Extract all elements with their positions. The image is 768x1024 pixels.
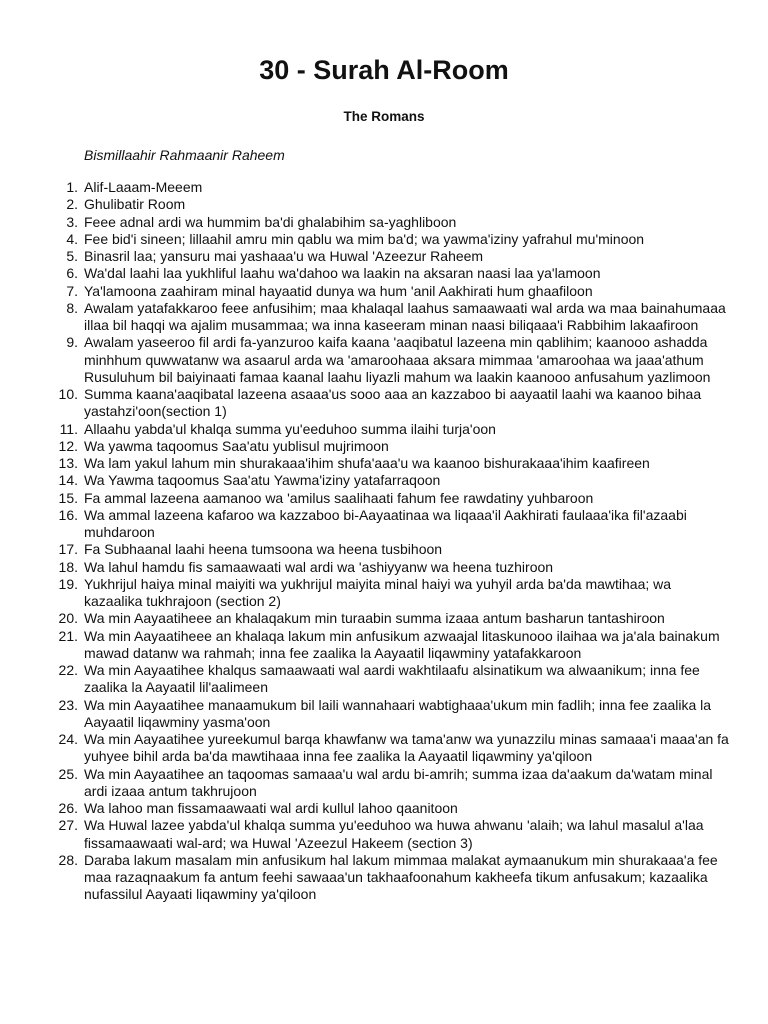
- bismillah-line: Bismillaahir Rahmaanir Raheem: [84, 147, 285, 163]
- verse-text: Wa min Aayaatihee yureekumul barqa khawfanw wa tama'anw wa yunazzilu minas samaaa'i maaa'an fa yuhyee bihil arda ba'da mawtihaaa inna fee zaalika la Aayaatil liqawminy ya'qiloon: [84, 731, 729, 765]
- verse-item: [66, 179, 729, 196]
- verse-item: [66, 213, 729, 231]
- verse-item: [58, 627, 729, 663]
- verse-text: Wa Huwal lazee yabda'ul khalqa summa yu'eeduhoo wa huwa ahwanu 'alaih; wa lahul masalul a'laa fissamaawaati wal-ard; wa Huwal 'Azeezul Hakeem (section 3): [84, 817, 704, 851]
- verse-text: Wa yawma taqoomus Saa'atu yublisul mujrimoon: [84, 437, 389, 454]
- verse-text: Wa Yawma taqoomus Saa'atu Yawma'iziny yatafarraqoon: [84, 472, 441, 489]
- verse-item: [58, 851, 729, 904]
- verse-item: [58, 455, 729, 472]
- verse-number: 21.: [58, 627, 78, 644]
- verse-text: Wa lam yakul lahum min shurakaaa'ihim shufa'aaa'u wa kaanoo bishurakaaa'ihim kaafireen: [84, 455, 650, 471]
- verse-item: [58, 696, 729, 732]
- verse-item: [58, 662, 729, 697]
- verse-item: [66, 230, 729, 248]
- verse-item: [66, 299, 729, 335]
- verse-number: 25.: [58, 765, 78, 782]
- verse-text: Wa ammal lazeena kafaroo wa kazzaboo bi-Aayaatinaa wa liqaaa'il Aakhirati faulaaa'ika fil'azaabi muhdaroon: [84, 506, 687, 540]
- verse-text: Fa ammal lazeena aamanoo wa 'amilus saalihaati fahum fee rawdatiny yuhbaroon: [84, 489, 594, 506]
- verse-item: [66, 248, 729, 265]
- verse-item: [59, 420, 729, 438]
- verse-text: Awalam yaseeroo fil ardi fa-yanzuroo kaifa kaana 'aaqibatul lazeena min qablihim; kaanooo ashadda minhhum quwwatanw wa asaarul arda wa 'amaroohaaa aksara mimmaa 'amaroohaa wa jaaa'athum Rusuluhum bil baiyinaati famaa kaanal laahu liyazli mahum wa laakin kaanooo anfusahum yazlimoon: [84, 334, 711, 385]
- verse-item: [58, 765, 729, 801]
- verse-text: Wa min Aayaatiheee an khalaqa lakum min anfusikum azwaajal litaskunooo ilaihaa wa ja'ala bainakum mawad datanw wa rahmah; inna fee zaalika la Aayaatil liqawminy yatafakkaroon: [84, 627, 720, 661]
- page-subtitle: The Romans: [343, 109, 425, 124]
- verse-item: [66, 282, 729, 300]
- verse-text: Wa lahul hamdu fis samaawaati wal ardi wa 'ashiyyanw wa heena tuzhiroon: [84, 558, 554, 575]
- verse-number: 15.: [58, 489, 78, 506]
- verse-text: Fee bid'i sineen; lillaahil amru min qablu wa mim ba'd; wa yawma'iziny yafrahul mu'minoon: [84, 230, 645, 247]
- verse-number: 16.: [58, 506, 78, 523]
- verse-number: 23.: [58, 696, 78, 713]
- verse-number: 10.: [58, 386, 78, 402]
- verse-text: Ya'lamoona zaahiram minal hayaatid dunya wa hum 'anil Aakhirati hum ghaafiloon: [84, 282, 593, 299]
- verse-text: Yukhrijul haiya minal maiyiti wa yukhrijul maiyita minal haiyi wa yuhyil arda ba'da mawtihaa; wa kazaalika tukhrajoon (section 2): [84, 575, 672, 609]
- verse-item: [58, 386, 729, 421]
- verse-item: [58, 731, 729, 766]
- verse-number: 20.: [58, 610, 78, 627]
- verse-text: Binasril laa; yansuru mai yashaaa'u wa Huwal 'Azeezur Raheem: [84, 248, 484, 264]
- verse-item: [58, 472, 729, 489]
- verse-number: 27.: [58, 817, 78, 834]
- verse-number: 11.: [59, 420, 78, 437]
- verse-item: [66, 265, 729, 282]
- verse-item: [58, 800, 729, 817]
- verse-item: [58, 610, 729, 627]
- verse-text: Wa min Aayaatihee manaamukum bil laili wannahaari wabtighaaa'ukum min fadlih; inna fee zaalika la Aayaatil liqawminy yasma'oon: [84, 696, 712, 730]
- verse-item: [58, 489, 729, 507]
- verse-number: 9.: [66, 334, 78, 351]
- verse-number: 13.: [58, 455, 78, 471]
- verse-text: Allaahu yabda'ul khalqa summa yu'eeduhoo summa ilaihi turja'oon: [84, 420, 496, 437]
- verse-number: 12.: [58, 437, 78, 454]
- verse-text: Awalam yatafakkaroo feee anfusihim; maa khalaqal laahus samaawaati wal arda wa maa bainahumaaa illaa bil haqqi wa ajalim musammaa; wa inna kaseeram minan naasi biliqaaa'i Rabbihim lakaafiroon: [84, 299, 726, 333]
- verse-number: 14.: [58, 472, 78, 489]
- verse-number: 6.: [66, 265, 78, 282]
- verse-number: 4.: [66, 230, 78, 247]
- verse-number: 2.: [66, 196, 78, 213]
- verse-number: 3.: [66, 213, 78, 230]
- verse-text: Wa lahoo man fissamaawaati wal ardi kullul lahoo qaanitoon: [84, 800, 458, 816]
- verse-number: 26.: [58, 800, 78, 816]
- verse-number: 19.: [58, 575, 78, 592]
- verse-item: [58, 437, 729, 455]
- verse-number: 8.: [66, 299, 78, 316]
- verse-number: 28.: [58, 851, 78, 868]
- verse-item: [58, 541, 729, 558]
- verse-number: 17.: [58, 541, 78, 558]
- verse-item: [58, 575, 729, 611]
- verse-text: Wa min Aayaatiheee an khalaqakum min turaabin summa izaaa antum basharun tantashiroon: [84, 610, 665, 627]
- verse-item: [58, 558, 729, 576]
- verse-text: Wa'dal laahi laa yukhliful laahu wa'dahoo wa laakin na aksaran naasi laa ya'lamoon: [84, 265, 601, 282]
- verse-item: [58, 817, 729, 852]
- verse-number: 1.: [66, 179, 78, 195]
- verse-item: [58, 506, 729, 542]
- verse-number: 18.: [58, 558, 78, 575]
- verse-text: Fa Subhaanal laahi heena tumsoona wa heena tusbihoon: [84, 541, 443, 558]
- verse-number: 22.: [58, 662, 78, 678]
- verse-item: [66, 196, 729, 213]
- verse-text: Summa kaana'aaqibatal lazeena asaaa'us sooo aaa an kazzaboo bi aayaatil laahi wa kaanoo bihaa yastahzi'oon(section 1): [84, 386, 702, 420]
- page-title: 30 - Surah Al-Room: [259, 55, 509, 85]
- verse-number: 5.: [66, 248, 78, 264]
- verse-text: Wa min Aayaatihee an taqoomas samaaa'u wal ardu bi-amrih; summa izaa da'aakum da'watam minal ardi izaaa antum takhrujoon: [84, 765, 713, 799]
- verse-text: Daraba lakum masalam min anfusikum hal lakum mimmaa malakat aymaanukum min shurakaaa'a fee maa razaqnaakum fa antum feehi sawaaa'un takhaafoonahum kakheefa tikum anfusakum; kazaalika nufassilul Aayaati liqawminy ya'qiloon: [84, 851, 718, 903]
- verse-text: Ghulibatir Room: [84, 196, 186, 213]
- verse-text: Alif-Laaam-Meeem: [84, 179, 203, 195]
- verse-text: Wa min Aayaatihee khalqus samaawaati wal aardi wakhtilaafu alsinatikum wa alwaanikum; inna fee zaalika la Aayaatil lil'aalimeen: [84, 662, 700, 696]
- verse-item: [66, 334, 729, 386]
- verse-list: [58, 179, 729, 904]
- verse-number: 7.: [66, 282, 78, 299]
- verse-text: Feee adnal ardi wa hummim ba'di ghalabihim sa-yaghliboon: [84, 213, 457, 230]
- verse-number: 24.: [58, 731, 78, 747]
